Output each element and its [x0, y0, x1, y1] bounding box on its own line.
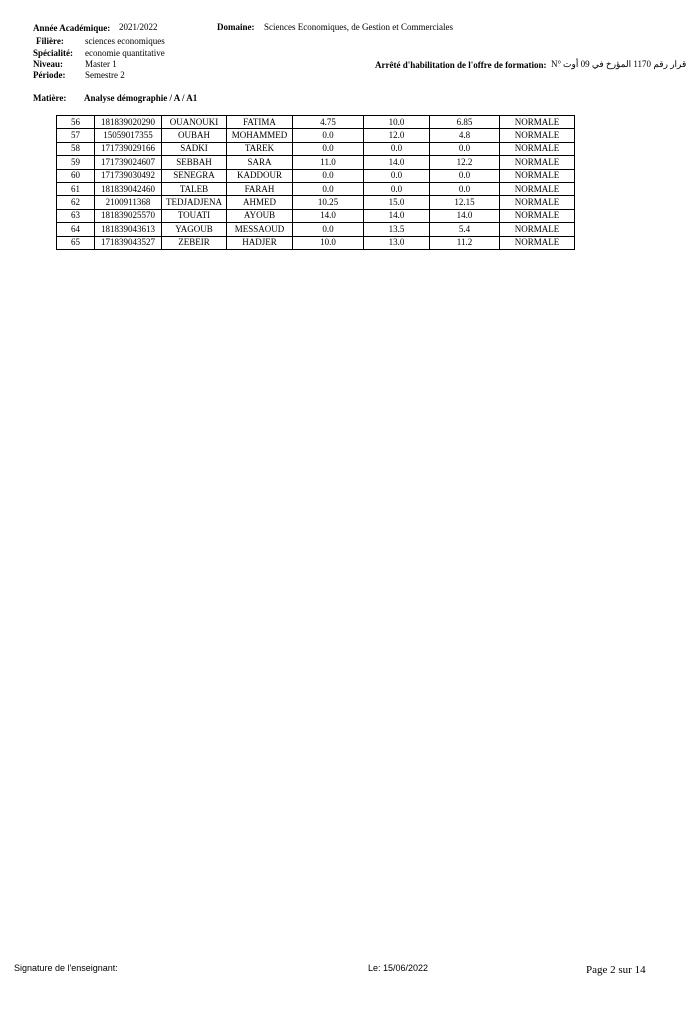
cell-session-status: NORMALE: [500, 142, 575, 155]
niveau-value: Master 1: [85, 59, 117, 69]
periode-label: Période:: [33, 70, 66, 80]
specialite-label: Spécialité:: [33, 48, 73, 58]
grades-table: [56, 115, 575, 250]
cell-row-number: 61: [57, 182, 95, 195]
cell-first-name: AHMED: [227, 196, 293, 209]
cell-grade-2: 0.0: [364, 182, 430, 195]
arrete-suffix: N°: [551, 59, 562, 69]
cell-row-number: 59: [57, 156, 95, 169]
cell-student-id: 15059017355: [95, 129, 162, 142]
cell-first-name: MOHAMMED: [227, 129, 293, 142]
cell-first-name: HADJER: [227, 236, 293, 249]
cell-average: 14.0: [430, 209, 500, 222]
cell-session-status: NORMALE: [500, 156, 575, 169]
table-row: [57, 209, 575, 222]
domaine-value: Sciences Economiques, de Gestion et Commerciales: [264, 22, 453, 32]
cell-average: 12.15: [430, 196, 500, 209]
cell-session-status: NORMALE: [500, 182, 575, 195]
cell-grade-1: 0.0: [293, 223, 364, 236]
cell-grade-1: 10.0: [293, 236, 364, 249]
cell-grade-2: 14.0: [364, 209, 430, 222]
annee-label: Année Académique:: [33, 23, 111, 33]
cell-session-status: NORMALE: [500, 196, 575, 209]
table-row: [57, 196, 575, 209]
cell-session-status: NORMALE: [500, 209, 575, 222]
signature-label: Signature de l'enseignant:: [14, 963, 118, 973]
table-row: [57, 169, 575, 182]
cell-grade-2: 12.0: [364, 129, 430, 142]
cell-grade-1: 11.0: [293, 156, 364, 169]
cell-grade-1: 0.0: [293, 182, 364, 195]
cell-grade-2: 13.0: [364, 236, 430, 249]
cell-first-name: KADDOUR: [227, 169, 293, 182]
cell-last-name: TOUATI: [162, 209, 227, 222]
table-row: [57, 156, 575, 169]
cell-average: 5.4: [430, 223, 500, 236]
cell-row-number: 58: [57, 142, 95, 155]
cell-last-name: TEDJADJENA: [162, 196, 227, 209]
cell-last-name: ZEBEIR: [162, 236, 227, 249]
arrete-label: Arrêté d'habilitation de l'offre de formation:: [375, 60, 547, 70]
table-row: [57, 142, 575, 155]
page-number: Page 2 sur 14: [586, 964, 646, 976]
cell-grade-1: 0.0: [293, 129, 364, 142]
cell-first-name: SARA: [227, 156, 293, 169]
filiere-value: sciences economiques: [85, 36, 165, 46]
cell-first-name: FARAH: [227, 182, 293, 195]
cell-row-number: 64: [57, 223, 95, 236]
annee-value: 2021/2022: [119, 22, 158, 32]
domaine-label: Domaine:: [217, 22, 255, 32]
cell-row-number: 56: [57, 116, 95, 129]
filiere-label: Filière:: [36, 36, 64, 46]
cell-grade-2: 10.0: [364, 116, 430, 129]
cell-student-id: 171739029166: [95, 142, 162, 155]
matiere-label: Matière:: [33, 93, 67, 103]
cell-grade-2: 15.0: [364, 196, 430, 209]
cell-student-id: 2100911368: [95, 196, 162, 209]
cell-student-id: 171839043527: [95, 236, 162, 249]
cell-average: 0.0: [430, 169, 500, 182]
cell-last-name: OUANOUKI: [162, 116, 227, 129]
cell-session-status: NORMALE: [500, 223, 575, 236]
cell-last-name: OUBAH: [162, 129, 227, 142]
cell-grade-2: 0.0: [364, 142, 430, 155]
cell-student-id: 181839042460: [95, 182, 162, 195]
cell-session-status: NORMALE: [500, 236, 575, 249]
cell-last-name: SEBBAH: [162, 156, 227, 169]
cell-student-id: 181839043613: [95, 223, 162, 236]
cell-average: 12.2: [430, 156, 500, 169]
arrete-value: قرار رقم 1170 المؤرخ في 09 أوت: [563, 59, 687, 69]
cell-grade-1: 4.75: [293, 116, 364, 129]
grades-table-body: [57, 116, 575, 250]
table-row: [57, 116, 575, 129]
cell-session-status: NORMALE: [500, 169, 575, 182]
cell-row-number: 60: [57, 169, 95, 182]
cell-first-name: MESSAOUD: [227, 223, 293, 236]
cell-session-status: NORMALE: [500, 116, 575, 129]
cell-grade-2: 14.0: [364, 156, 430, 169]
cell-last-name: SADKI: [162, 142, 227, 155]
cell-last-name: YAGOUB: [162, 223, 227, 236]
table-row: [57, 129, 575, 142]
cell-grade-1: 0.0: [293, 169, 364, 182]
cell-last-name: SENEGRA: [162, 169, 227, 182]
cell-row-number: 62: [57, 196, 95, 209]
matiere-value: Analyse démographie / A / A1: [84, 93, 198, 103]
cell-session-status: NORMALE: [500, 129, 575, 142]
cell-student-id: 181839020290: [95, 116, 162, 129]
cell-row-number: 63: [57, 209, 95, 222]
cell-first-name: FATIMA: [227, 116, 293, 129]
cell-grade-2: 0.0: [364, 169, 430, 182]
cell-row-number: 57: [57, 129, 95, 142]
cell-grade-2: 13.5: [364, 223, 430, 236]
cell-grade-1: 0.0: [293, 142, 364, 155]
cell-average: 0.0: [430, 182, 500, 195]
cell-student-id: 181839025570: [95, 209, 162, 222]
date-text: Le: 15/06/2022: [368, 963, 429, 973]
cell-first-name: TAREK: [227, 142, 293, 155]
table-row: [57, 236, 575, 249]
cell-student-id: 171739024607: [95, 156, 162, 169]
cell-last-name: TALEB: [162, 182, 227, 195]
cell-student-id: 171739030492: [95, 169, 162, 182]
specialite-value: economie quantitative: [85, 48, 165, 58]
niveau-label: Niveau:: [33, 59, 63, 69]
cell-average: 4.8: [430, 129, 500, 142]
cell-average: 0.0: [430, 142, 500, 155]
cell-grade-1: 14.0: [293, 209, 364, 222]
cell-first-name: AYOUB: [227, 209, 293, 222]
cell-grade-1: 10.25: [293, 196, 364, 209]
table-row: [57, 223, 575, 236]
cell-row-number: 65: [57, 236, 95, 249]
cell-average: 11.2: [430, 236, 500, 249]
cell-average: 6.85: [430, 116, 500, 129]
table-row: [57, 182, 575, 195]
periode-value: Semestre 2: [85, 70, 125, 80]
